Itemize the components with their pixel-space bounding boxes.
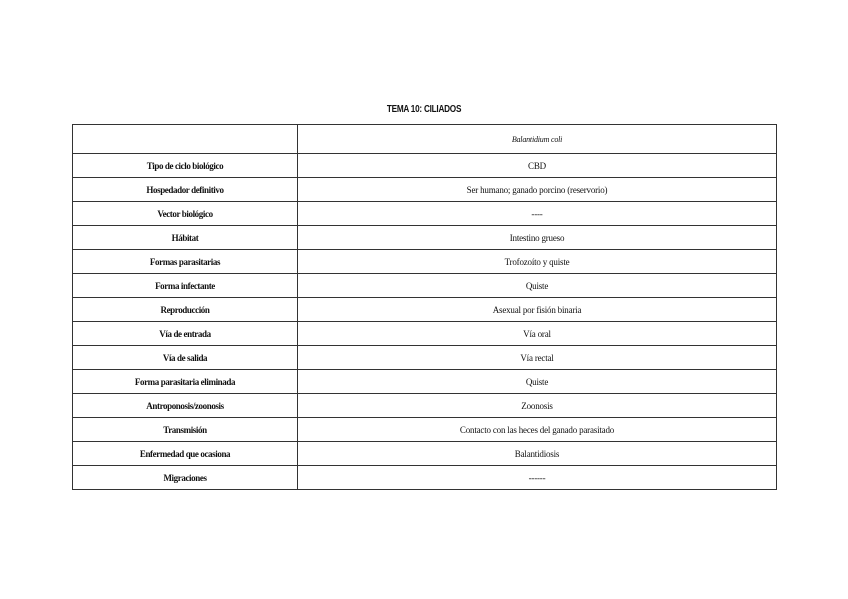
row-value: CBD: [298, 154, 777, 178]
row-value: Vía rectal: [298, 346, 777, 370]
row-label: Migraciones: [73, 466, 298, 490]
row-label: Formas parasitarias: [73, 250, 298, 274]
row-label: Forma parasitaria eliminada: [73, 370, 298, 394]
row-label: Hábitat: [73, 226, 298, 250]
row-label: Antroponosis/zoonosis: [73, 394, 298, 418]
row-value: Contacto con las heces del ganado parasitado: [298, 418, 777, 442]
row-value: Vía oral: [298, 322, 777, 346]
row-value: Quiste: [298, 274, 777, 298]
row-value: Intestino grueso: [298, 226, 777, 250]
table-row: [73, 394, 777, 418]
row-label: Vía de entrada: [73, 322, 298, 346]
row-label: Hospedador definitivo: [73, 178, 298, 202]
table-row: [73, 466, 777, 490]
row-label: Reproducción: [73, 298, 298, 322]
table-row: [73, 178, 777, 202]
header-empty-cell: [73, 125, 298, 154]
row-value: Quiste: [298, 370, 777, 394]
page-title: TEMA 10: CILIADOS: [386, 104, 462, 115]
table-row: [73, 274, 777, 298]
row-label: Forma infectante: [73, 274, 298, 298]
row-value: ------: [298, 466, 777, 490]
row-value: Balantidiosis: [298, 442, 777, 466]
table-row: [73, 154, 777, 178]
table-row: [73, 346, 777, 370]
table-row: [73, 370, 777, 394]
row-value: Zoonosis: [298, 394, 777, 418]
species-name: Balantidium coli: [298, 125, 777, 154]
table-row: [73, 418, 777, 442]
table-row: [73, 442, 777, 466]
table-row: [73, 226, 777, 250]
table-row: [73, 250, 777, 274]
row-value: Ser humano; ganado porcino (reservorio): [298, 178, 777, 202]
row-label: Tipo de ciclo biológico: [73, 154, 298, 178]
row-label: Vía de salida: [73, 346, 298, 370]
row-value: ----: [298, 202, 777, 226]
table-header-row: [73, 125, 777, 154]
row-label: Enfermedad que ocasiona: [73, 442, 298, 466]
row-value: Asexual por fisión binaria: [298, 298, 777, 322]
row-label: Vector biológico: [73, 202, 298, 226]
parasite-table: [72, 124, 777, 490]
table-row: [73, 202, 777, 226]
row-value: Trofozoíto y quiste: [298, 250, 777, 274]
table-row: [73, 298, 777, 322]
row-label: Transmisión: [73, 418, 298, 442]
table-row: [73, 322, 777, 346]
